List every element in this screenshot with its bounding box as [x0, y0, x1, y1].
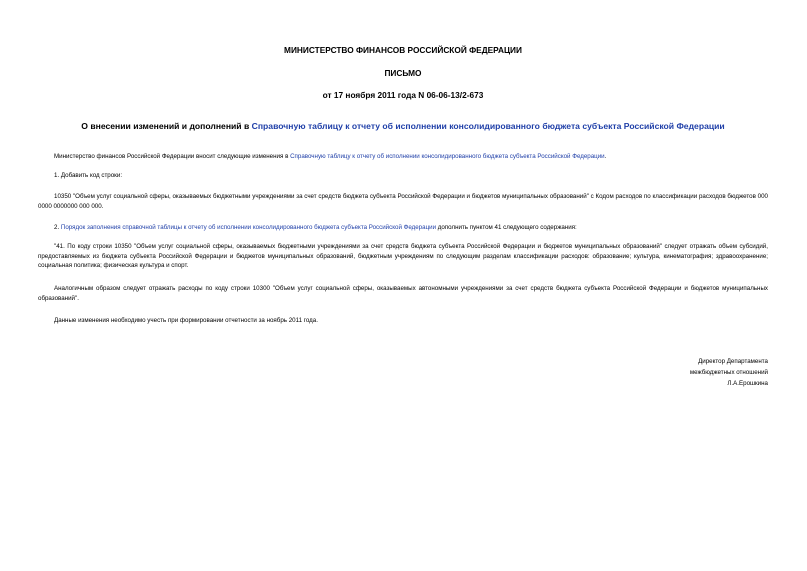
item2-suffix: дополнить пунктом 41 следующего содержания: [436, 224, 577, 231]
signature-position-line1: Директор Департамента [698, 358, 768, 365]
title-prefix: О внесении изменений и дополнений в [81, 121, 252, 131]
intro-prefix: Министерство финансов Российской Федерации вносит следующие изменения в [54, 153, 291, 160]
signature-name: Л.А.Ерошкина [727, 380, 768, 387]
closing-paragraph: Данные изменения необходимо учесть при формировании отчетности за ноябрь 2011 года. [54, 317, 318, 324]
item2-link[interactable]: Порядок заполнения справочной таблицы к отчету об исполнении консолидированного бюджета субъекта Российской Федерации [60, 224, 437, 231]
item2-prefix: 2. [54, 224, 61, 231]
item2-paragraph [38, 223, 768, 233]
intro-link[interactable]: Справочную таблицу к отчету об исполнении консолидированного бюджета субъекта Российской Федерации [290, 153, 605, 160]
document-type-heading: ПИСЬМО [384, 68, 422, 78]
point41-paragraph: "41. По коду строки 10350 "Объем услуг социальной сферы, оказываемых бюджетными учреждениями за счет средств бюджета субъекта Российской Федерации и бюджетов муниципальных образований" следует отражать объем субсидий, предоставляемых из бюджета субъекта Российской Федерации и бюджетов муниципальных образований, бюджетным учреждениям по следующим разделам классификации расходов: образование; культура, кинематография; здравоохранение; социальная политика; физическая культура и спорт. [38, 243, 768, 270]
code-line-paragraph: 10350 "Объем услуг социальной сферы, оказываемых бюджетными учреждениями за счет средств бюджета субъекта Российской Федерации и бюджетов муниципальных образований" с Кодом расходов по классификации расходов бюджетов 000 0000 0000000 000 000. [38, 193, 768, 210]
ministry-heading: МИНИСТЕРСТВО ФИНАНСОВ РОССИЙСКОЙ ФЕДЕРАЦИИ [284, 45, 522, 55]
item1-paragraph: 1. Добавить код строки: [54, 172, 123, 179]
intro-suffix: . [604, 153, 607, 160]
date-number-heading: от 17 ноября 2011 года N 06-06-13/2-673 [322, 90, 484, 100]
document-title [38, 121, 768, 132]
title-link[interactable]: Справочную таблицу к отчету об исполнении консолидированного бюджета субъекта Российской Федерации [251, 121, 725, 131]
signature-position-line2: межбюджетных отношений [689, 369, 768, 376]
analog-paragraph: Аналогичным образом следует отражать расходы по коду строки 10300 "Объем услуг социальной сферы, оказываемых автономными учреждениями за счет средств бюджета субъекта Российской Федерации и бюджетов муниципальных образований". [38, 285, 768, 302]
intro-paragraph [38, 152, 768, 162]
